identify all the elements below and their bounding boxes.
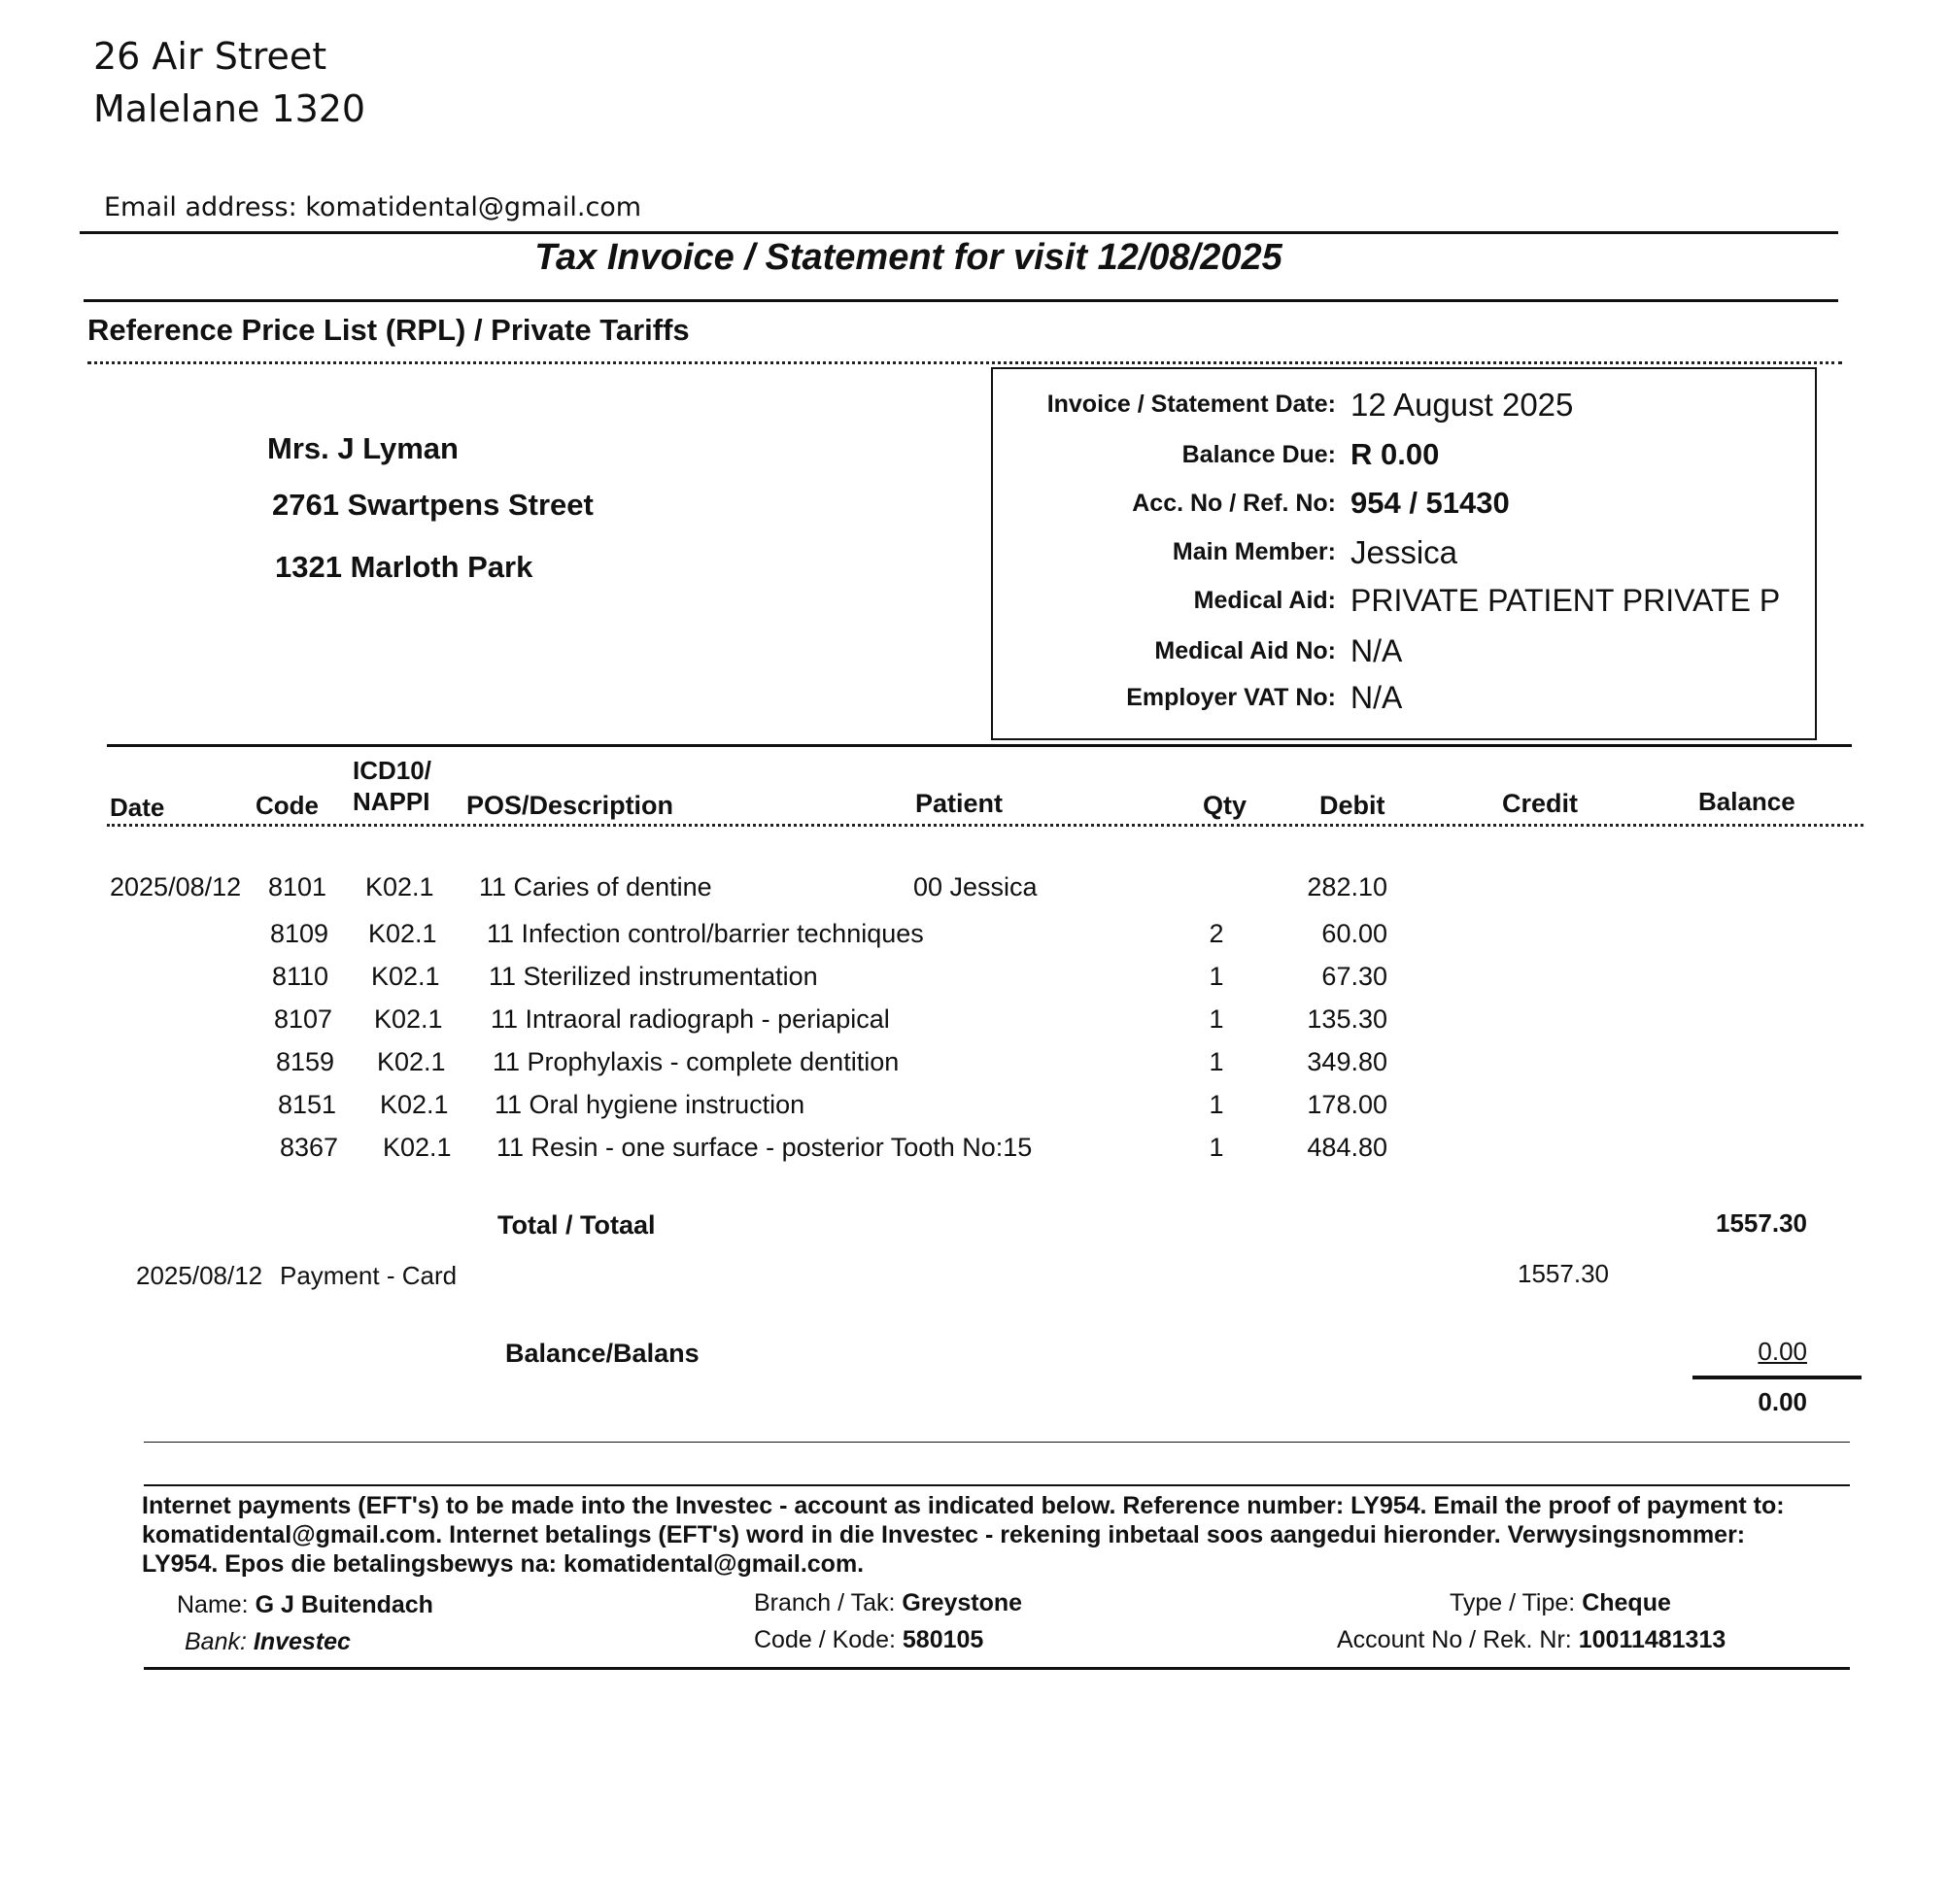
row-code: 8109 [270, 919, 329, 948]
info-value: N/A [1350, 680, 1403, 715]
footer-rule-lower [144, 1484, 1850, 1486]
row-qty: 1 [1209, 962, 1224, 991]
practice-address-line1: 26 Air Street [93, 35, 327, 78]
info-value: N/A [1350, 633, 1403, 668]
header-date: Date [110, 793, 165, 822]
table-top-rule [107, 744, 1852, 747]
row-description: 11 Sterilized instrumentation [489, 962, 818, 991]
footer-bottom-rule [144, 1667, 1850, 1670]
row-description: 11 Intraoral radiograph - periapical [491, 1004, 890, 1034]
footer-line1: Internet payments (EFT's) to be made into the Investec - account as indicated below. Reference number: LY954. Email the proof of payment to: [142, 1492, 1785, 1519]
patient-name: Mrs. J Lyman [267, 431, 459, 465]
footer-code-label: Code / Kode: [754, 1626, 896, 1653]
table-row [0, 1004, 1948, 1043]
table-row [0, 1090, 1948, 1129]
payment-credit: 1557.30 [1518, 1259, 1609, 1288]
footer-bank [185, 1628, 351, 1656]
tariff-dotted-rule [87, 361, 1842, 364]
footer-bank-label: Bank: [185, 1628, 247, 1655]
info-label: Medical Aid: [1193, 587, 1336, 614]
row-description: 11 Prophylaxis - complete dentition [493, 1047, 900, 1076]
footer-code-value: 580105 [902, 1626, 984, 1653]
total-label: Total / Totaal [497, 1210, 656, 1240]
row-code: 8151 [278, 1090, 337, 1119]
row-description: 11 Infection control/barrier techniques [487, 919, 924, 948]
patient-town: 1321 Marloth Park [275, 550, 533, 584]
title-bottom-rule [84, 299, 1838, 302]
balance-value: 0.00 [1758, 1337, 1807, 1366]
table-row [0, 872, 1948, 911]
info-value: PRIVATE PATIENT PRIVATE P [1350, 583, 1781, 618]
balance-final: 0.00 [1758, 1387, 1807, 1416]
footer-account-value: 10011481313 [1578, 1626, 1726, 1653]
footer-type-value: Cheque [1582, 1589, 1671, 1616]
row-icd: K02.1 [371, 962, 440, 991]
header-description: POS/Description [466, 791, 674, 820]
footer-bank-value: Investec [253, 1628, 351, 1655]
footer-rule-upper [144, 1442, 1850, 1443]
row-icd: K02.1 [368, 919, 437, 948]
payment-label: Payment - Card [280, 1261, 458, 1290]
header-dotted-rule [107, 824, 1863, 827]
row-debit: 60.00 [1321, 919, 1387, 948]
row-code: 8159 [276, 1047, 335, 1076]
row-code: 8110 [272, 962, 329, 991]
header-credit: Credit [1502, 789, 1579, 818]
info-value: 12 August 2025 [1350, 387, 1574, 423]
info-label: Medical Aid No: [1154, 637, 1336, 664]
row-qty: 1 [1209, 1004, 1224, 1034]
payment-date: 2025/08/12 [136, 1261, 263, 1290]
practice-address-line2: Malelane 1320 [93, 87, 366, 130]
info-label: Invoice / Statement Date: [1046, 391, 1336, 418]
info-label: Acc. No / Ref. No: [1132, 490, 1336, 517]
info-value: R 0.00 [1350, 437, 1440, 471]
header-code: Code [256, 791, 319, 820]
total-value: 1557.30 [1716, 1208, 1807, 1238]
row-icd: K02.1 [377, 1047, 446, 1076]
header-debit: Debit [1319, 791, 1385, 820]
row-description: 11 Caries of dentine [479, 872, 712, 901]
row-icd: K02.1 [365, 872, 434, 901]
header-patient: Patient [915, 789, 1004, 818]
balance-label: Balance/Balans [505, 1339, 700, 1368]
footer-type [1450, 1589, 1671, 1617]
row-description: 11 Resin - one surface - posterior Tooth No:15 [496, 1133, 1033, 1162]
row-patient: 00 Jessica [913, 872, 1038, 901]
footer-account-label: Account No / Rek. Nr: [1337, 1626, 1572, 1653]
row-debit: 67.30 [1321, 962, 1387, 991]
footer-line2: komatidental@gmail.com. Internet betalings (EFT's) word in die Investec - rekening inbetaal soos aangedui hieronder. Verwysingsnommer: [142, 1521, 1746, 1548]
row-qty: 1 [1209, 1047, 1224, 1076]
header-icd-line2: NAPPI [353, 787, 430, 816]
row-icd: K02.1 [383, 1133, 452, 1162]
footer-name [177, 1591, 433, 1619]
row-date: 2025/08/12 [110, 872, 242, 901]
footer-name-value: G J Buitendach [255, 1591, 433, 1618]
balance-underline [1692, 1376, 1862, 1379]
row-qty: 1 [1209, 1090, 1224, 1119]
footer-name-label: Name: [177, 1591, 249, 1618]
info-label: Main Member: [1172, 538, 1336, 565]
row-code: 8367 [280, 1133, 339, 1162]
info-label: Employer VAT No: [1126, 684, 1336, 711]
page-title: Tax Invoice / Statement for visit 12/08/2025 [534, 237, 1282, 278]
table-row [0, 919, 1948, 958]
row-code: 8101 [268, 872, 327, 901]
footer-type-label: Type / Tipe: [1450, 1589, 1576, 1616]
row-debit: 178.00 [1307, 1090, 1387, 1119]
row-qty: 1 [1209, 1133, 1224, 1162]
footer-account [1337, 1626, 1726, 1654]
info-label: Balance Due: [1181, 441, 1336, 468]
info-value: 954 / 51430 [1350, 486, 1510, 520]
footer-branch [754, 1589, 1022, 1617]
header-icd-line1: ICD10/ [353, 756, 431, 785]
row-debit: 135.30 [1307, 1004, 1387, 1034]
practice-email: Email address: komatidental@gmail.com [104, 192, 642, 222]
row-debit: 484.80 [1307, 1133, 1387, 1162]
row-debit: 349.80 [1307, 1047, 1387, 1076]
row-code: 8107 [274, 1004, 333, 1034]
header-balance: Balance [1698, 787, 1795, 816]
footer-branch-label: Branch / Tak: [754, 1589, 896, 1616]
table-row [0, 1133, 1948, 1172]
row-debit: 282.10 [1307, 872, 1387, 901]
row-icd: K02.1 [374, 1004, 443, 1034]
footer-line3: LY954. Epos die betalingsbewys na: komatidental@gmail.com. [142, 1550, 865, 1578]
title-top-rule [80, 231, 1838, 234]
footer-branch-value: Greystone [902, 1589, 1023, 1616]
header-qty: Qty [1203, 791, 1247, 820]
patient-street: 2761 Swartpens Street [272, 488, 594, 522]
tariff-label: Reference Price List (RPL) / Private Tariffs [87, 313, 690, 347]
info-value: Jessica [1350, 534, 1458, 570]
table-row [0, 962, 1948, 1001]
footer-code [754, 1626, 983, 1654]
row-description: 11 Oral hygiene instruction [495, 1090, 805, 1119]
table-row [0, 1047, 1948, 1086]
row-icd: K02.1 [380, 1090, 449, 1119]
row-qty: 2 [1209, 919, 1224, 948]
